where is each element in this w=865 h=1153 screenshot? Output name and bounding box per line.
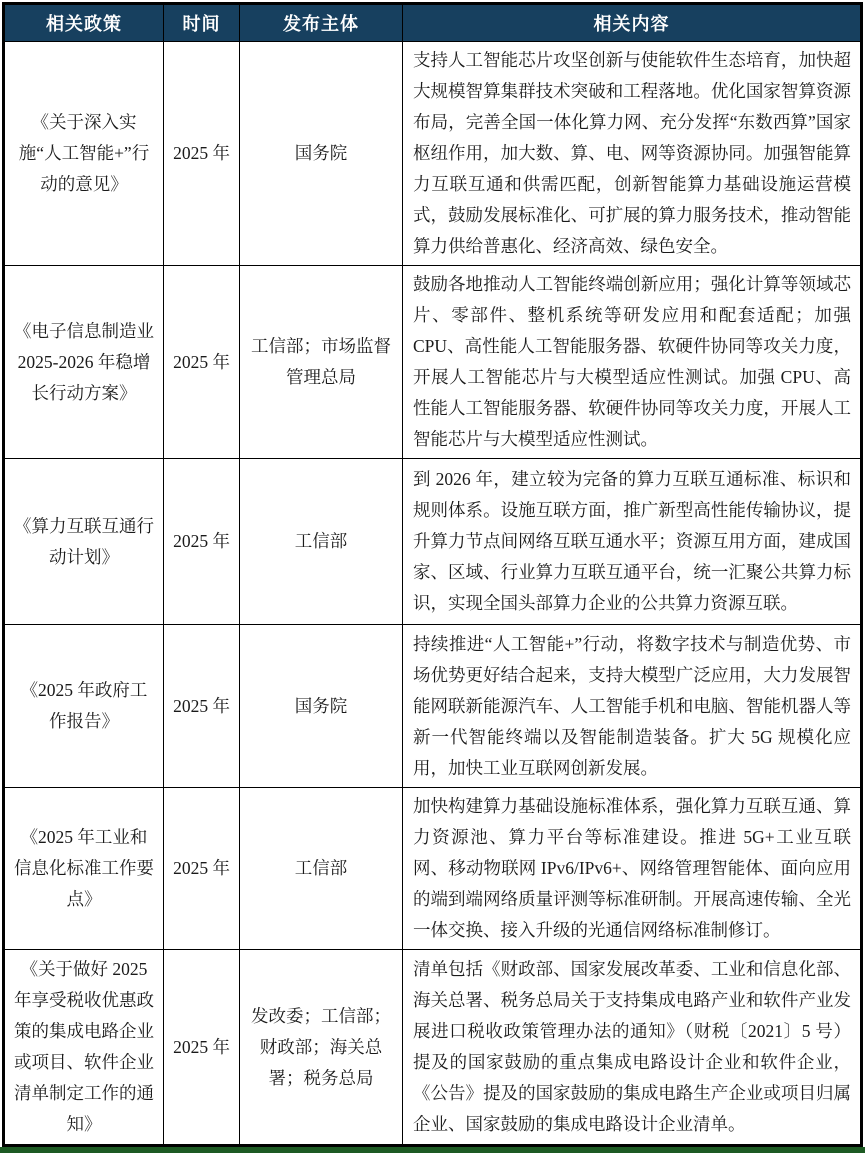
content-cell: 到 2026 年，建立较为完备的算力互联互通标准、标识和规则体系。设施互联方面，推广新型高性能传输协议，提升算力节点间网络互联互通水平；资源互用方面，建成国家、区域、行业算力互联互通平台，统一汇聚公共算力标识，实现全国头部算力企业的公共算力资源互联。 (403, 459, 862, 625)
time-cell: 2025 年 (164, 42, 240, 266)
issuer-cell: 国务院 (240, 42, 403, 266)
content-cell: 加快构建算力基础设施标准体系，强化算力互联互通、算力资源池、算力平台等标准建设。推进 5G+工业互联网、移动物联网 IPv6/IPv6+、网络管理智能体、面向应用的端到端网络质量评测等标准研制。开展高速传输、全光一体交换、接入升级的光通信网络标准制修订。 (403, 788, 862, 950)
policy-cell: 《关于深入实施“人工智能+”行动的意见》 (4, 42, 164, 266)
table-row (4, 459, 862, 625)
table-row (4, 266, 862, 459)
issuer-cell: 工信部；市场监督管理总局 (240, 266, 403, 459)
time-cell: 2025 年 (164, 625, 240, 788)
bottom-edge-bar (0, 1147, 865, 1153)
table-row (4, 42, 862, 266)
policy-cell: 《2025 年政府工作报告》 (4, 625, 164, 788)
policy-cell: 《电子信息制造业 2025-2026 年稳增长行动方案》 (4, 266, 164, 459)
time-cell: 2025 年 (164, 266, 240, 459)
content-cell: 支持人工智能芯片攻坚创新与使能软件生态培育，加快超大规模智算集群技术突破和工程落地。优化国家智算资源布局，完善全国一体化算力网、充分发挥“东数西算”国家枢纽作用，加大数、算、电、网等资源协同。加强智能算力互联互通和供需匹配，创新智能算力基础设施运营模式，鼓励发展标准化、可扩展的算力服务技术，推动智能算力供给普惠化、经济高效、绿色安全。 (403, 42, 862, 266)
policy-cell: 《算力互联互通行动计划》 (4, 459, 164, 625)
issuer-cell: 发改委；工信部；财政部；海关总署；税务总局 (240, 950, 403, 1146)
content-cell: 清单包括《财政部、国家发展改革委、工业和信息化部、海关总署、税务总局关于支持集成电路产业和软件产业发展进口税收政策管理办法的通知》（财税〔2021〕5 号）提及的国家鼓励的重点集成电路设计企业和软件企业，《公告》提及的国家鼓励的集成电路生产企业或项目归属企业、国家鼓励的集成电路设计企业清单。 (403, 950, 862, 1146)
time-cell: 2025 年 (164, 950, 240, 1146)
header-issuer: 发布主体 (240, 4, 403, 42)
table-row (4, 950, 862, 1146)
content-cell: 持续推进“人工智能+”行动，将数字技术与制造优势、市场优势更好结合起来，支持大模型广泛应用，大力发展智能网联新能源汽车、人工智能手机和电脑、智能机器人等新一代智能终端以及智能制造装备。扩大 5G 规模化应用，加快工业互联网创新发展。 (403, 625, 862, 788)
table-row (4, 788, 862, 950)
issuer-cell: 工信部 (240, 788, 403, 950)
issuer-cell: 工信部 (240, 459, 403, 625)
header-policy: 相关政策 (4, 4, 164, 42)
policy-cell: 《关于做好 2025 年享受税收优惠政策的集成电路企业或项目、软件企业清单制定工作的通知》 (4, 950, 164, 1146)
issuer-cell: 国务院 (240, 625, 403, 788)
content-cell: 鼓励各地推动人工智能终端创新应用；强化计算等领域芯片、零部件、整机系统等研发应用和配套适配；加强 CPU、高性能人工智能服务器、软硬件协同等攻关力度，开展人工智能芯片与大模型适应性测试。加强 CPU、高性能人工智能服务器、软硬件协同等攻关力度，开展人工智能芯片与大模型适应性测试。 (403, 266, 862, 459)
table-row (4, 625, 862, 788)
policy-cell: 《2025 年工业和信息化标准工作要点》 (4, 788, 164, 950)
time-cell: 2025 年 (164, 788, 240, 950)
policy-table (2, 2, 863, 1147)
header-content: 相关内容 (403, 4, 862, 42)
header-time: 时间 (164, 4, 240, 42)
time-cell: 2025 年 (164, 459, 240, 625)
header-row (4, 4, 862, 42)
table-header (4, 4, 862, 42)
